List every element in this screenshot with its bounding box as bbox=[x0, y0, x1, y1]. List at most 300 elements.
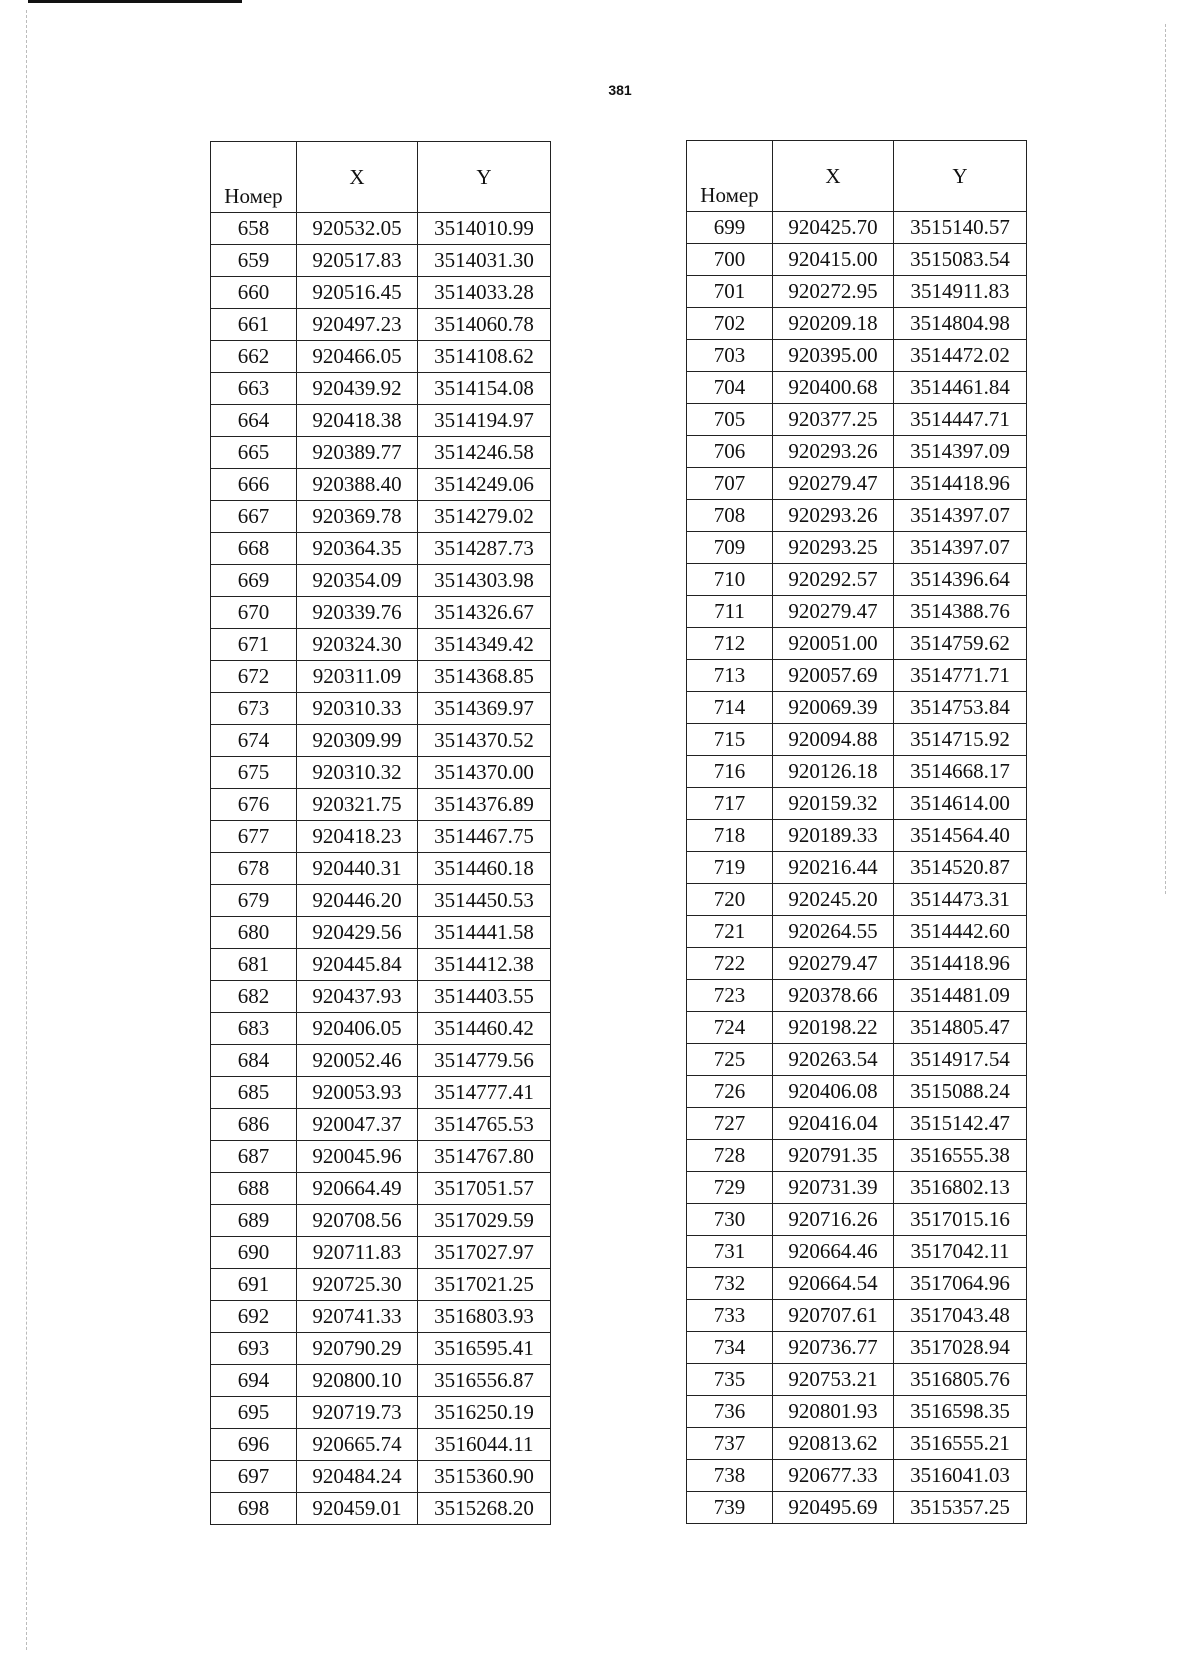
cell-x: 920707.61 bbox=[773, 1300, 894, 1332]
cell-y: 3514249.06 bbox=[418, 469, 551, 501]
cell-x: 920790.29 bbox=[297, 1333, 418, 1365]
cell-x: 920495.69 bbox=[773, 1492, 894, 1524]
cell-number: 725 bbox=[687, 1044, 773, 1076]
cell-number: 688 bbox=[211, 1173, 297, 1205]
table-row bbox=[687, 276, 1027, 308]
table-row bbox=[687, 660, 1027, 692]
cell-number: 685 bbox=[211, 1077, 297, 1109]
cell-number: 671 bbox=[211, 629, 297, 661]
cell-number: 662 bbox=[211, 341, 297, 373]
cell-y: 3514473.31 bbox=[894, 884, 1027, 916]
cell-x: 920664.49 bbox=[297, 1173, 418, 1205]
cell-x: 920293.25 bbox=[773, 532, 894, 564]
cell-number: 692 bbox=[211, 1301, 297, 1333]
table-row bbox=[687, 1300, 1027, 1332]
cell-y: 3514418.96 bbox=[894, 468, 1027, 500]
cell-y: 3515088.24 bbox=[894, 1076, 1027, 1108]
table-row bbox=[211, 373, 551, 405]
cell-y: 3514031.30 bbox=[418, 245, 551, 277]
cell-number: 724 bbox=[687, 1012, 773, 1044]
table-row bbox=[687, 948, 1027, 980]
cell-x: 920517.83 bbox=[297, 245, 418, 277]
table-row bbox=[211, 981, 551, 1013]
cell-number: 735 bbox=[687, 1364, 773, 1396]
cell-y: 3515357.25 bbox=[894, 1492, 1027, 1524]
table-row bbox=[687, 212, 1027, 244]
cell-y: 3514461.84 bbox=[894, 372, 1027, 404]
cell-x: 920440.31 bbox=[297, 853, 418, 885]
table-row bbox=[211, 437, 551, 469]
scan-edge-left bbox=[26, 10, 27, 1650]
cell-x: 920406.05 bbox=[297, 1013, 418, 1045]
cell-x: 920400.68 bbox=[773, 372, 894, 404]
cell-number: 665 bbox=[211, 437, 297, 469]
cell-x: 920711.83 bbox=[297, 1237, 418, 1269]
cell-y: 3514303.98 bbox=[418, 565, 551, 597]
cell-y: 3516803.93 bbox=[418, 1301, 551, 1333]
cell-y: 3517064.96 bbox=[894, 1268, 1027, 1300]
cell-number: 715 bbox=[687, 724, 773, 756]
cell-y: 3514370.52 bbox=[418, 725, 551, 757]
table-row bbox=[687, 1236, 1027, 1268]
cell-number: 678 bbox=[211, 853, 297, 885]
cell-y: 3514403.55 bbox=[418, 981, 551, 1013]
cell-x: 920209.18 bbox=[773, 308, 894, 340]
cell-x: 920094.88 bbox=[773, 724, 894, 756]
table-row bbox=[211, 789, 551, 821]
cell-number: 684 bbox=[211, 1045, 297, 1077]
table-row bbox=[687, 1044, 1027, 1076]
cell-y: 3514467.75 bbox=[418, 821, 551, 853]
cell-number: 720 bbox=[687, 884, 773, 916]
cell-number: 698 bbox=[211, 1493, 297, 1525]
table-row bbox=[211, 853, 551, 885]
cell-x: 920388.40 bbox=[297, 469, 418, 501]
cell-y: 3514279.02 bbox=[418, 501, 551, 533]
table-row bbox=[687, 884, 1027, 916]
table-row bbox=[687, 1204, 1027, 1236]
table-row bbox=[687, 692, 1027, 724]
cell-x: 920389.77 bbox=[297, 437, 418, 469]
table-row bbox=[211, 1205, 551, 1237]
table-row bbox=[211, 1493, 551, 1525]
cell-y: 3516598.35 bbox=[894, 1396, 1027, 1428]
cell-number: 676 bbox=[211, 789, 297, 821]
cell-x: 920310.33 bbox=[297, 693, 418, 725]
cell-number: 723 bbox=[687, 980, 773, 1012]
cell-number: 726 bbox=[687, 1076, 773, 1108]
cell-number: 679 bbox=[211, 885, 297, 917]
cell-number: 705 bbox=[687, 404, 773, 436]
cell-number: 710 bbox=[687, 564, 773, 596]
cell-y: 3517051.57 bbox=[418, 1173, 551, 1205]
cell-number: 731 bbox=[687, 1236, 773, 1268]
cell-x: 920321.75 bbox=[297, 789, 418, 821]
table-row bbox=[211, 1429, 551, 1461]
cell-y: 3514804.98 bbox=[894, 308, 1027, 340]
cell-x: 920052.46 bbox=[297, 1045, 418, 1077]
cell-x: 920664.54 bbox=[773, 1268, 894, 1300]
table-row bbox=[211, 1365, 551, 1397]
cell-x: 920437.93 bbox=[297, 981, 418, 1013]
cell-y: 3514442.60 bbox=[894, 916, 1027, 948]
table-row bbox=[687, 756, 1027, 788]
cell-y: 3514194.97 bbox=[418, 405, 551, 437]
cell-x: 920801.93 bbox=[773, 1396, 894, 1428]
cell-x: 920532.05 bbox=[297, 213, 418, 245]
table-row bbox=[211, 245, 551, 277]
cell-number: 691 bbox=[211, 1269, 297, 1301]
cell-number: 696 bbox=[211, 1429, 297, 1461]
cell-number: 680 bbox=[211, 917, 297, 949]
cell-x: 920279.47 bbox=[773, 948, 894, 980]
table-row bbox=[687, 436, 1027, 468]
table-row bbox=[211, 1013, 551, 1045]
cell-y: 3514614.00 bbox=[894, 788, 1027, 820]
table-header-row bbox=[687, 141, 1027, 212]
cell-y: 3515142.47 bbox=[894, 1108, 1027, 1140]
cell-y: 3517042.11 bbox=[894, 1236, 1027, 1268]
cell-y: 3517021.25 bbox=[418, 1269, 551, 1301]
table-row bbox=[211, 1397, 551, 1429]
table-row bbox=[211, 597, 551, 629]
cell-y: 3516041.03 bbox=[894, 1460, 1027, 1492]
cell-y: 3516802.13 bbox=[894, 1172, 1027, 1204]
coordinates-table-left bbox=[210, 141, 551, 1525]
cell-number: 711 bbox=[687, 596, 773, 628]
cell-y: 3517029.59 bbox=[418, 1205, 551, 1237]
table-row bbox=[211, 1109, 551, 1141]
cell-y: 3515083.54 bbox=[894, 244, 1027, 276]
cell-number: 668 bbox=[211, 533, 297, 565]
cell-x: 920716.26 bbox=[773, 1204, 894, 1236]
cell-y: 3514668.17 bbox=[894, 756, 1027, 788]
table-row bbox=[687, 308, 1027, 340]
cell-x: 920484.24 bbox=[297, 1461, 418, 1493]
cell-number: 718 bbox=[687, 820, 773, 852]
cell-number: 703 bbox=[687, 340, 773, 372]
cell-x: 920665.74 bbox=[297, 1429, 418, 1461]
cell-number: 687 bbox=[211, 1141, 297, 1173]
table-row bbox=[687, 628, 1027, 660]
table-row bbox=[211, 757, 551, 789]
cell-y: 3516250.19 bbox=[418, 1397, 551, 1429]
table-row bbox=[687, 1076, 1027, 1108]
cell-number: 716 bbox=[687, 756, 773, 788]
cell-y: 3517015.16 bbox=[894, 1204, 1027, 1236]
table-row bbox=[211, 1141, 551, 1173]
cell-x: 920279.47 bbox=[773, 468, 894, 500]
table-row bbox=[687, 980, 1027, 1012]
cell-number: 721 bbox=[687, 916, 773, 948]
cell-y: 3514418.96 bbox=[894, 948, 1027, 980]
cell-number: 695 bbox=[211, 1397, 297, 1429]
table-row bbox=[211, 1173, 551, 1205]
cell-y: 3514715.92 bbox=[894, 724, 1027, 756]
cell-x: 920378.66 bbox=[773, 980, 894, 1012]
cell-y: 3514460.18 bbox=[418, 853, 551, 885]
cell-x: 920445.84 bbox=[297, 949, 418, 981]
cell-x: 920416.04 bbox=[773, 1108, 894, 1140]
cell-y: 3514370.00 bbox=[418, 757, 551, 789]
cell-y: 3514917.54 bbox=[894, 1044, 1027, 1076]
cell-x: 920126.18 bbox=[773, 756, 894, 788]
cell-number: 658 bbox=[211, 213, 297, 245]
table-row bbox=[211, 341, 551, 373]
cell-y: 3516555.21 bbox=[894, 1428, 1027, 1460]
header-x: X bbox=[297, 142, 418, 213]
cell-number: 702 bbox=[687, 308, 773, 340]
cell-x: 920354.09 bbox=[297, 565, 418, 597]
cell-x: 920791.35 bbox=[773, 1140, 894, 1172]
cell-y: 3514441.58 bbox=[418, 917, 551, 949]
cell-x: 920395.00 bbox=[773, 340, 894, 372]
header-number: Номер bbox=[687, 141, 773, 212]
cell-number: 693 bbox=[211, 1333, 297, 1365]
cell-number: 712 bbox=[687, 628, 773, 660]
cell-x: 920292.57 bbox=[773, 564, 894, 596]
cell-x: 920677.33 bbox=[773, 1460, 894, 1492]
cell-number: 704 bbox=[687, 372, 773, 404]
table-row bbox=[687, 500, 1027, 532]
cell-y: 3514060.78 bbox=[418, 309, 551, 341]
table-row bbox=[211, 469, 551, 501]
cell-y: 3514765.53 bbox=[418, 1109, 551, 1141]
header-x: X bbox=[773, 141, 894, 212]
cell-y: 3515360.90 bbox=[418, 1461, 551, 1493]
cell-y: 3514397.07 bbox=[894, 532, 1027, 564]
cell-y: 3514481.09 bbox=[894, 980, 1027, 1012]
cell-number: 736 bbox=[687, 1396, 773, 1428]
cell-number: 670 bbox=[211, 597, 297, 629]
cell-y: 3514447.71 bbox=[894, 404, 1027, 436]
table-row bbox=[211, 949, 551, 981]
cell-x: 920051.00 bbox=[773, 628, 894, 660]
cell-number: 694 bbox=[211, 1365, 297, 1397]
cell-number: 719 bbox=[687, 852, 773, 884]
table-row bbox=[211, 693, 551, 725]
cell-x: 920310.32 bbox=[297, 757, 418, 789]
cell-x: 920324.30 bbox=[297, 629, 418, 661]
cell-x: 920369.78 bbox=[297, 501, 418, 533]
cell-y: 3514767.80 bbox=[418, 1141, 551, 1173]
cell-y: 3514376.89 bbox=[418, 789, 551, 821]
cell-y: 3516805.76 bbox=[894, 1364, 1027, 1396]
cell-x: 920813.62 bbox=[773, 1428, 894, 1460]
cell-x: 920377.25 bbox=[773, 404, 894, 436]
cell-y: 3517028.94 bbox=[894, 1332, 1027, 1364]
table-row bbox=[687, 564, 1027, 596]
cell-y: 3516555.38 bbox=[894, 1140, 1027, 1172]
table-row bbox=[211, 501, 551, 533]
cell-y: 3514010.99 bbox=[418, 213, 551, 245]
cell-x: 920069.39 bbox=[773, 692, 894, 724]
table-row bbox=[687, 1364, 1027, 1396]
cell-y: 3514108.62 bbox=[418, 341, 551, 373]
table-row bbox=[211, 1045, 551, 1077]
cell-x: 920800.10 bbox=[297, 1365, 418, 1397]
cell-x: 920425.70 bbox=[773, 212, 894, 244]
cell-y: 3514759.62 bbox=[894, 628, 1027, 660]
cell-x: 920159.32 bbox=[773, 788, 894, 820]
cell-y: 3514246.58 bbox=[418, 437, 551, 469]
cell-number: 686 bbox=[211, 1109, 297, 1141]
cell-number: 717 bbox=[687, 788, 773, 820]
cell-x: 920415.00 bbox=[773, 244, 894, 276]
table-row bbox=[687, 820, 1027, 852]
table-row bbox=[211, 1461, 551, 1493]
cell-number: 681 bbox=[211, 949, 297, 981]
cell-y: 3514472.02 bbox=[894, 340, 1027, 372]
header-number: Номер bbox=[211, 142, 297, 213]
table-row bbox=[687, 1332, 1027, 1364]
cell-x: 920293.26 bbox=[773, 436, 894, 468]
cell-x: 920516.45 bbox=[297, 277, 418, 309]
cell-number: 682 bbox=[211, 981, 297, 1013]
cell-x: 920466.05 bbox=[297, 341, 418, 373]
table-row bbox=[211, 565, 551, 597]
cell-x: 920439.92 bbox=[297, 373, 418, 405]
table-row bbox=[687, 852, 1027, 884]
cell-x: 920418.23 bbox=[297, 821, 418, 853]
table-row bbox=[687, 1428, 1027, 1460]
cell-number: 709 bbox=[687, 532, 773, 564]
cell-number: 707 bbox=[687, 468, 773, 500]
cell-x: 920418.38 bbox=[297, 405, 418, 437]
cell-number: 660 bbox=[211, 277, 297, 309]
table-row bbox=[687, 1460, 1027, 1492]
cell-x: 920053.93 bbox=[297, 1077, 418, 1109]
cell-number: 659 bbox=[211, 245, 297, 277]
cell-y: 3514779.56 bbox=[418, 1045, 551, 1077]
cell-x: 920753.21 bbox=[773, 1364, 894, 1396]
cell-number: 664 bbox=[211, 405, 297, 437]
table-row bbox=[687, 1172, 1027, 1204]
cell-number: 739 bbox=[687, 1492, 773, 1524]
cell-x: 920429.56 bbox=[297, 917, 418, 949]
cell-y: 3514777.41 bbox=[418, 1077, 551, 1109]
cell-number: 661 bbox=[211, 309, 297, 341]
cell-y: 3516556.87 bbox=[418, 1365, 551, 1397]
cell-x: 920339.76 bbox=[297, 597, 418, 629]
cell-number: 730 bbox=[687, 1204, 773, 1236]
cell-number: 714 bbox=[687, 692, 773, 724]
cell-y: 3514349.42 bbox=[418, 629, 551, 661]
table-row bbox=[687, 1396, 1027, 1428]
table-row bbox=[687, 1108, 1027, 1140]
table-row bbox=[687, 724, 1027, 756]
table-row bbox=[211, 213, 551, 245]
table-row bbox=[211, 661, 551, 693]
cell-number: 672 bbox=[211, 661, 297, 693]
cell-x: 920406.08 bbox=[773, 1076, 894, 1108]
cell-number: 663 bbox=[211, 373, 297, 405]
cell-y: 3517027.97 bbox=[418, 1237, 551, 1269]
table-row bbox=[687, 596, 1027, 628]
cell-number: 700 bbox=[687, 244, 773, 276]
cell-number: 683 bbox=[211, 1013, 297, 1045]
cell-x: 920459.01 bbox=[297, 1493, 418, 1525]
cell-x: 920272.95 bbox=[773, 276, 894, 308]
table-row bbox=[687, 244, 1027, 276]
cell-number: 734 bbox=[687, 1332, 773, 1364]
cell-y: 3514369.97 bbox=[418, 693, 551, 725]
table-row bbox=[687, 1268, 1027, 1300]
cell-y: 3514154.08 bbox=[418, 373, 551, 405]
table-row bbox=[211, 309, 551, 341]
cell-number: 667 bbox=[211, 501, 297, 533]
table-row bbox=[211, 917, 551, 949]
cell-x: 920364.35 bbox=[297, 533, 418, 565]
cell-x: 920216.44 bbox=[773, 852, 894, 884]
table-row bbox=[211, 629, 551, 661]
cell-number: 737 bbox=[687, 1428, 773, 1460]
table-row bbox=[687, 916, 1027, 948]
cell-y: 3514753.84 bbox=[894, 692, 1027, 724]
table-row bbox=[687, 1492, 1027, 1524]
cell-x: 920719.73 bbox=[297, 1397, 418, 1429]
table-row bbox=[687, 340, 1027, 372]
header-y: Y bbox=[418, 142, 551, 213]
cell-number: 732 bbox=[687, 1268, 773, 1300]
table-row bbox=[211, 1077, 551, 1109]
cell-y: 3514460.42 bbox=[418, 1013, 551, 1045]
cell-x: 920497.23 bbox=[297, 309, 418, 341]
coordinates-table-right bbox=[686, 140, 1027, 1524]
table-row bbox=[687, 468, 1027, 500]
cell-y: 3514412.38 bbox=[418, 949, 551, 981]
cell-y: 3514564.40 bbox=[894, 820, 1027, 852]
cell-y: 3516595.41 bbox=[418, 1333, 551, 1365]
cell-y: 3514520.87 bbox=[894, 852, 1027, 884]
cell-y: 3516044.11 bbox=[418, 1429, 551, 1461]
cell-x: 920047.37 bbox=[297, 1109, 418, 1141]
cell-x: 920708.56 bbox=[297, 1205, 418, 1237]
table-row bbox=[211, 725, 551, 757]
table-row bbox=[211, 1333, 551, 1365]
cell-x: 920245.20 bbox=[773, 884, 894, 916]
cell-y: 3514388.76 bbox=[894, 596, 1027, 628]
cell-y: 3514771.71 bbox=[894, 660, 1027, 692]
cell-y: 3514396.64 bbox=[894, 564, 1027, 596]
table-header-row bbox=[211, 142, 551, 213]
table-row bbox=[687, 404, 1027, 436]
cell-y: 3514805.47 bbox=[894, 1012, 1027, 1044]
cell-x: 920264.55 bbox=[773, 916, 894, 948]
cell-number: 722 bbox=[687, 948, 773, 980]
cell-y: 3514368.85 bbox=[418, 661, 551, 693]
cell-number: 738 bbox=[687, 1460, 773, 1492]
top-rule bbox=[28, 0, 242, 3]
cell-y: 3517043.48 bbox=[894, 1300, 1027, 1332]
table-row bbox=[211, 1269, 551, 1301]
cell-x: 920045.96 bbox=[297, 1141, 418, 1173]
cell-number: 673 bbox=[211, 693, 297, 725]
cell-number: 701 bbox=[687, 276, 773, 308]
cell-x: 920189.33 bbox=[773, 820, 894, 852]
cell-y: 3514911.83 bbox=[894, 276, 1027, 308]
table-row bbox=[211, 533, 551, 565]
cell-x: 920057.69 bbox=[773, 660, 894, 692]
cell-y: 3514397.09 bbox=[894, 436, 1027, 468]
cell-number: 675 bbox=[211, 757, 297, 789]
cell-y: 3514450.53 bbox=[418, 885, 551, 917]
cell-number: 674 bbox=[211, 725, 297, 757]
cell-number: 690 bbox=[211, 1237, 297, 1269]
table-row bbox=[687, 788, 1027, 820]
scan-edge-right bbox=[1165, 24, 1166, 894]
page-number: 381 bbox=[608, 82, 632, 98]
